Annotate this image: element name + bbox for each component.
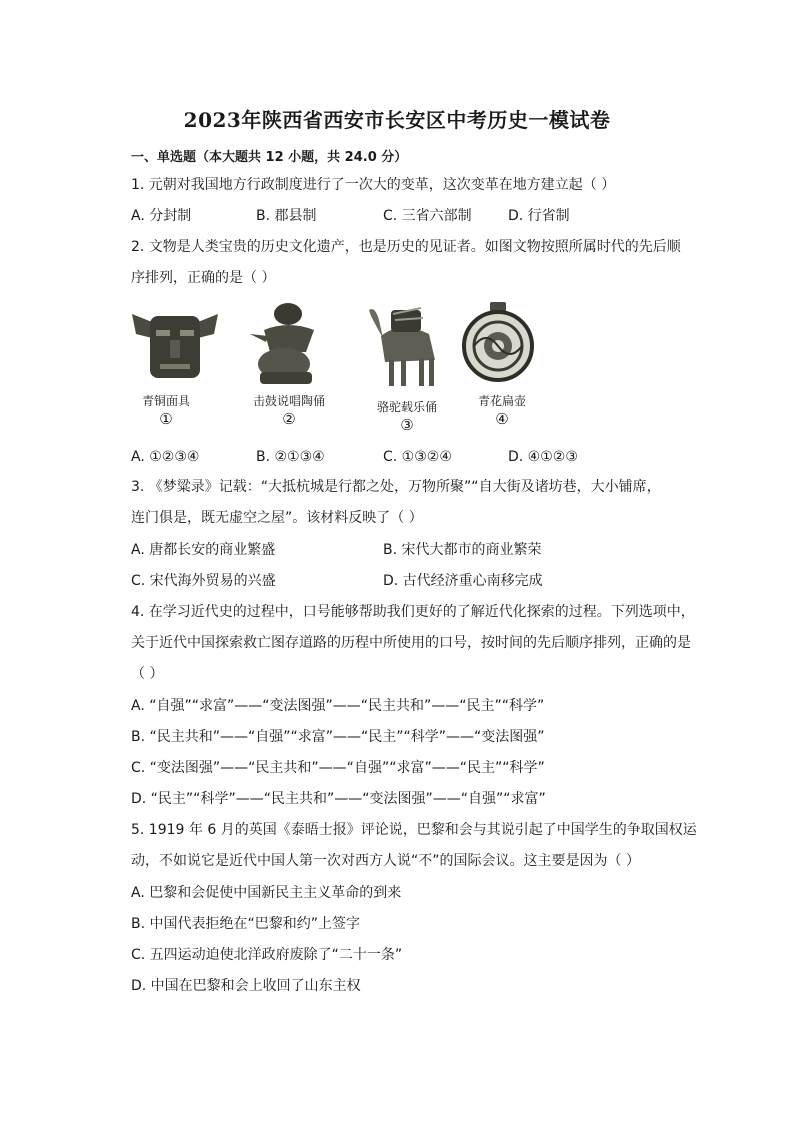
artifact-2-caption: 击鼓说唱陶俑 [252,394,325,408]
q5-option-b: B. 中国代表拒绝在“巴黎和约”上签字 [131,916,361,932]
q3-stem-line1: 3. 《梦粱录》记载：“大抵杭城是行都之处，万物所聚”“自大街及诸坊巷，大小铺席， [131,479,661,495]
q5-option-c: C. 五四运动迫使北洋政府废除了“二十一条” [131,947,403,963]
q1-option-c: C. 三省六部制 [383,208,472,224]
q3-option-d: D. 古代经济重心南移完成 [383,573,543,589]
artifact-1-number: ① [159,410,173,428]
q2-stem-line1: 2. 文物是人类宝贵的历史文化遗产，也是历史的见证者。如图文物按照所属时代的先后顺 [131,239,681,255]
q3-stem-line2: 连门俱是，既无虚空之屋”。该材料反映了（ ） [131,510,423,526]
q5-stem-line2: 动，不如说它是近代中国人第一次对西方人说“不”的国际会议。这主要是因为（ ） [131,853,640,869]
q5-stem-line1: 5. 1919 年 6 月的英国《泰晤士报》评论说，巴黎和会与其说引起了中国学生的争取国权运 [131,822,697,838]
q4-stem-line3: （ ） [131,666,164,682]
q1-option-b: B. 郡县制 [256,208,317,224]
q5-option-d: D. 中国在巴黎和会上收回了山东主权 [131,978,361,994]
q4-stem-line1: 4. 在学习近代史的过程中，口号能够帮助我们更好的了解近代化探索的过程。下列选项中， [131,604,695,620]
q3-option-b: B. 宋代大都市的商业繁荣 [383,542,542,558]
q4-option-a: A. “自强”“求富”——“变法图强”——“民主共和”——“民主”“科学” [131,698,545,714]
drummer-figurine-image [244,300,334,386]
page-title: 2023年陕西省西安市长安区中考历史一模试卷 [183,108,611,132]
artifact-3-caption: 骆驼载乐俑 [376,400,437,414]
q4-option-c: C. “变法图强”——“民主共和”——“自强”“求富”——“民主”“科学” [131,760,545,776]
q1-option-a: A. 分封制 [131,208,192,224]
q3-option-c: C. 宋代海外贸易的兴盛 [131,573,276,589]
flask-image [460,300,536,386]
q4-option-d: D. “民主”“科学”——“民主共和”——“变法图强”——“自强”“求富” [131,791,546,807]
q1-option-d: D. 行省制 [508,208,570,224]
q4-option-b: B. “民主共和”——“自强”“求富”——“民主”“科学”——“变法图强” [131,729,545,745]
q5-option-a: A. 巴黎和会促使中国新民主主义革命的到来 [131,885,402,901]
artifact-3-number: ③ [400,416,414,434]
artifact-4-number: ④ [495,410,509,428]
artifact-1-caption: 青铜面具 [141,394,190,408]
artifact-2-number: ② [282,410,296,428]
bronze-mask-image [130,308,220,384]
q1-stem: 1. 元朝对我国地方行政制度进行了一次大的变革，这次变革在地方建立起（ ） [131,177,616,193]
q3-option-a: A. 唐都长安的商业繁盛 [131,542,276,558]
q2-option-b: B. ②①③④ [256,449,325,465]
q2-option-a: A. ①②③④ [131,449,200,465]
section-heading: 一、单选题（本大题共 12 小题，共 24.0 分） [131,150,408,165]
q4-stem-line2: 关于近代中国探索救亡图存道路的历程中所使用的口号，按时间的先后顺序排列，正确的是 [131,635,691,651]
artifact-4-caption: 青花扁壶 [477,394,526,408]
q2-option-d: D. ④①②③ [508,449,578,465]
q2-option-c: C. ①③②④ [383,449,452,465]
camel-figurine-image [365,300,445,392]
q2-stem-line2: 序排列，正确的是（ ） [131,270,276,286]
